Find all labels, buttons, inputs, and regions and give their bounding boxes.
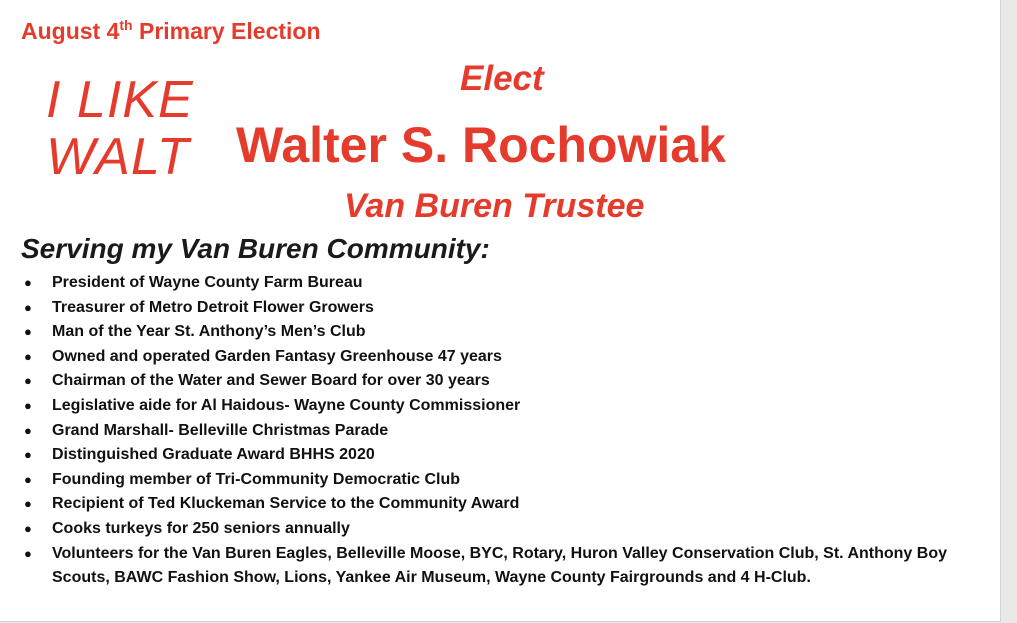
- list-item: [22, 345, 987, 370]
- header-superscript: th: [119, 17, 133, 33]
- list-item: [22, 542, 987, 591]
- list-item-text: Chairman of the Water and Sewer Board for over 30 years: [52, 372, 490, 390]
- bullet-icon: ●: [24, 447, 32, 463]
- election-date-header: [21, 18, 321, 45]
- list-item: [22, 517, 987, 542]
- bullet-icon: ●: [24, 520, 32, 536]
- header-label: Primary Election: [132, 18, 321, 44]
- list-item: [22, 296, 987, 321]
- bullet-icon: ●: [24, 422, 32, 438]
- bullet-icon: ●: [24, 545, 32, 561]
- list-item-text: Grand Marshall- Belleville Christmas Parade: [52, 421, 389, 439]
- bullet-icon: ●: [24, 299, 32, 315]
- bullet-icon: ●: [24, 348, 32, 364]
- list-item: [22, 468, 987, 493]
- list-item-text: Man of the Year St. Anthony’s Men’s Club: [52, 323, 366, 341]
- bullet-icon: ●: [24, 373, 32, 389]
- bullet-icon: ●: [24, 496, 32, 512]
- list-item-text: Treasurer of Metro Detroit Flower Growers: [52, 298, 374, 316]
- list-item-text: Distinguished Graduate Award BHHS 2020: [52, 446, 375, 464]
- list-item-text: Cooks turkeys for 250 seniors annually: [52, 519, 350, 537]
- slogan: [46, 72, 194, 186]
- bullet-icon: ●: [24, 275, 32, 290]
- section-heading: Serving my Van Buren Community:: [21, 233, 490, 264]
- list-item: [22, 492, 987, 517]
- header-date: August 4: [21, 18, 120, 44]
- candidate-name: Walter S. Rochowiak: [236, 117, 726, 173]
- elect-label: Elect: [460, 59, 544, 98]
- list-item-text: Recipient of Ted Kluckeman Service to the Community Award: [52, 495, 520, 513]
- list-item: [22, 369, 987, 394]
- list-item: [22, 271, 987, 296]
- accomplishments-list: [22, 271, 987, 591]
- list-item-text: Legislative aide for Al Haidous- Wayne County Commissioner: [52, 396, 521, 414]
- bullet-icon: ●: [24, 324, 32, 340]
- list-item-text: Volunteers for the Van Buren Eagles, Belleville Moose, BYC, Rotary, Huron Valley Conservation Club, St. Anthony Boy Scouts, BAWC Fashion Show, Lions, Yankee Air Museum, Wayne County Fairgrounds and 4 H-Club.: [52, 544, 947, 587]
- list-item: [22, 443, 987, 468]
- bullet-icon: ●: [24, 397, 32, 413]
- list-item-text: Founding member of Tri-Community Democratic Club: [52, 470, 461, 488]
- bullet-icon: ●: [24, 471, 32, 487]
- list-item-text: Owned and operated Garden Fantasy Greenhouse 47 years: [52, 347, 502, 365]
- list-item: [22, 394, 987, 419]
- list-item: [22, 419, 987, 444]
- slogan-line-2: WALT: [46, 128, 190, 186]
- slogan-line-1: I LIKE: [46, 71, 194, 129]
- office-title: Van Buren Trustee: [344, 187, 645, 225]
- list-item-text: President of Wayne County Farm Bureau: [52, 274, 363, 291]
- list-item: [22, 320, 987, 345]
